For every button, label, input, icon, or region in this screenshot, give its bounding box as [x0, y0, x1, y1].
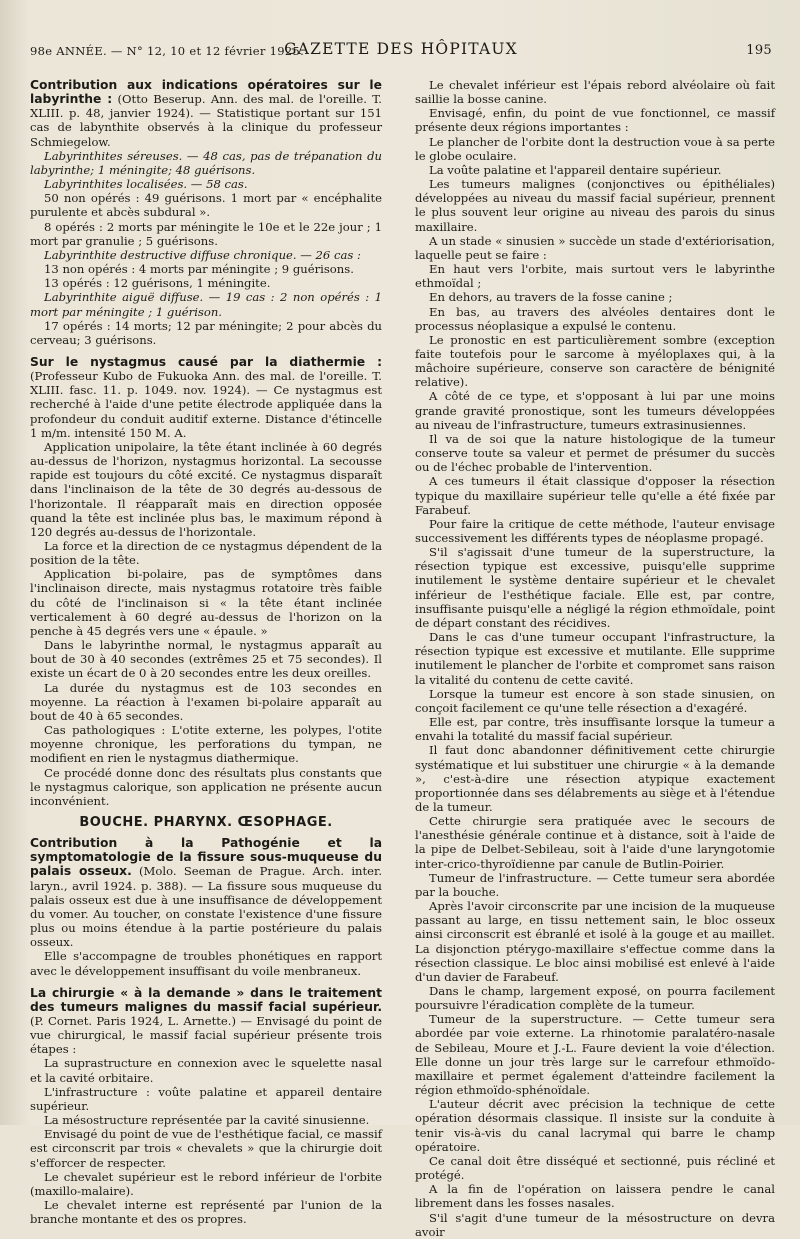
paragraph: L'auteur décrit avec précision la technique de cette opération désormais classique. Il insiste sur la conduite à tenir vis-à-vis du canal lacrymal qui barre le champ opératoire. [415, 1097, 775, 1154]
paragraph: L'infrastructure : voûte palatine et appareil dentaire supérieur. [30, 1084, 382, 1113]
paragraph: A la fin de l'opération on laissera pendre le canal librement dans les fosses nasales. [415, 1182, 775, 1211]
paragraph: Envisagé, enfin, du point de vue fonctionnel, ce massif présente deux régions importantes : [415, 106, 775, 135]
paragraph: Pour faire la critique de cette méthode, l'auteur envisage successivement les différents types de néoplasme propagé. [415, 516, 775, 545]
paragraph: Il va de soi que la nature histologique de la tumeur conserve toute sa valeur et permet de présumer du succès ou de l'échec probable de l'intervention. [415, 431, 775, 475]
paragraph: Labyrinthite destructive diffuse chronique. — 26 cas : [44, 247, 361, 262]
paragraph: 13 opérés : 12 guérisons, 1 méningite. [44, 276, 271, 291]
paragraph: Dans le labyrinthe normal, le nystagmus apparaît au bout de 30 à 40 secondes (extrêmes 25 et 75 secondes). Il existe un écart de 0 à 20 secondes entre les deux oreilles. [30, 638, 382, 681]
article-reference: (P. Cornet. Paris 1924, L. Arnette.) — Envisagé du point de vue chirurgical, le massif facial supérieur présente trois étapes : [30, 1014, 382, 1057]
paragraph: La force et la direction de ce nystagmus dépendent de la position de la tête. [30, 539, 382, 568]
paragraph: Le chevalet supérieur est le rebord inférieur de l'orbite (maxillo-malaire). [30, 1169, 382, 1198]
paragraph: Ce procédé donne donc des résultats plus constants que le nystagmus calorique, son application ne présente aucun inconvénient. [30, 765, 382, 808]
paragraph: La voûte palatine et l'appareil dentaire supérieur. [429, 162, 722, 177]
article-title: Contribution à la Pathogénie et la symptomatologie de la fissure sous-muqueuse du palais osseux. [30, 836, 382, 879]
paragraph: Le chevalet interne est représenté par l'union de la branche montante et des os propres. [30, 1198, 382, 1227]
paragraph: S'il s'agit d'une tumeur de la mésostructure on devra avoir [415, 1210, 775, 1239]
paragraph: Le pronostic en est particulièrement sombre (exception faite toutefois pour le sarcome à myéloplaxes qui, à la mâchoire supérieure, conserve son caractère de bénignité relative). [415, 332, 775, 390]
paragraph: S'il s'agissait d'une tumeur de la superstructure, la résection typique est excessive, puisqu'elle supprime inutilement le système dentaire supérieur et le chevalet inférieur de l'esthétique faciale. Elle est, par contre, insuffisante puisqu'elle a négligé la région ethmoïdale, point de départ constant des récidives. [415, 545, 775, 630]
paragraph: Tumeur de l'infrastructure. — Cette tumeur sera abordée par la bouche. [415, 870, 775, 899]
paragraph: 50 non opérés : 49 guérisons. 1 mort par « encéphalite purulente et abcès subdural ». [30, 191, 382, 220]
running-header [30, 38, 772, 64]
paragraph: La suprastructure en connexion avec le squelette nasal et la cavité orbitaire. [30, 1056, 382, 1085]
paragraph: Dans le champ, largement exposé, on pourra facilement poursuivre l'éradication complète de la tumeur. [415, 984, 775, 1013]
paragraph: Cas pathologiques : L'otite externe, les polypes, l'otite moyenne chronique, les perforations du tympan, ne modifient en rien le nystagmus diathermique. [30, 723, 382, 766]
paragraph: Lorsque la tumeur est encore à son stade sinusien, on conçoit facilement ce qu'une telle résection a d'exagéré. [415, 686, 775, 715]
left-column [30, 78, 382, 1227]
article-reference: (Molo. Seeman de Prague. Arch. inter. laryn., avril 1924. p. 388). — La fissure sous muqueuse du palais osseux est due à une insuffisance de développement du vomer. Au toucher, on constate l'existence d'une fissure plus ou moins étendue à la partie postérieure du palais osseux. [30, 864, 382, 950]
paragraph: Labyrinthites séreuses. — 48 cas, pas de trépanation du labyrinthe; 1 méningite; 48 guérisons. [30, 148, 382, 177]
paragraph: Application bi-polaire, pas de symptômes dans l'inclinaison directe, mais nystagmus rotatoire très faible du côté de l'inclinaison si « la tête étant inclinée verticalement à 60 degré au-dessus de l'horizon on la penche à 45 degrés vers une « épaule. » [30, 567, 382, 638]
paragraph: Elle s'accompagne de troubles phonétiques en rapport avec le développement insuffisant du voile menbraneux. [30, 949, 382, 978]
paragraph: Cette chirurgie sera pratiquée avec le secours de l'anesthésie générale continue et à distance, soit à l'aide de la pipe de Delbet-Sebileau, soit à l'aide d'une laryngotomie inter-crico-thyroïdienne par canule de Butlin-Poirier. [415, 814, 775, 871]
paragraph: A ces tumeurs il était classique d'opposer la résection typique du maxillaire supérieur telle qu'elle a été fixée par Farabeuf. [415, 474, 775, 517]
paragraph: A un stade « sinusien » succède un stade d'extériorisation, laquelle peut se faire : [415, 233, 775, 262]
paragraph: Labyrinthite aiguë diffuse. — 19 cas : 2 non opérés : 1 mort par méningite ; 1 guérison. [30, 290, 382, 319]
paragraph: Labyrinthites localisées. — 58 cas. [44, 177, 248, 192]
article-title: Sur le nystagmus causé par la diathermie : [30, 354, 382, 369]
paragraph: Application unipolaire, la tête étant inclinée à 60 degrés au-dessus de l'horizon, nystagmus horizontal. La secousse rapide est toujours du côté excité. Ce nystagmus disparaît dans l'inclinaison de la tête de 30 degrés au-dessous de l'horizontale. Il réapparaît mais en direction opposée quand la tête est inclinée plus bas, le maximum répond à 120 degrés au-dessus de l'horizontale. [30, 439, 382, 539]
paragraph: 8 opérés : 2 morts par méningite le 10e et le 22e jour ; 1 mort par granulie ; 5 guérisons. [30, 219, 382, 248]
paragraph: Tumeur de la superstructure. — Cette tumeur sera abordée par voie externe. La rhinotomie paralatéro-nasale de Sebileau, Moure et J.-L. Faure devient la voie d'élection. Elle donne un jour très large sur le carrefour ethmoïdo-maxillaire et permet également d'atteindre facilement la région ethmoïdo-sphénoïdale. [415, 1012, 775, 1098]
paragraph: Les tumeurs malignes (conjonctives ou épithéliales) développées au niveau du massif facial supérieur, prennent le plus souvent leur origine au niveau des parois du sinus maxillaire. [415, 177, 775, 234]
paragraph: En bas, au travers des alvéoles dentaires dont le processus néoplasique a expulsé le contenu. [415, 304, 775, 333]
article-reference: (Otto Beserup. Ann. des mal. de l'oreille. T. XLIII. p. 48, janvier 1924). — Statistique portant sur 151 cas de labynthite observés à la clinique du professeur Schmiegelow. [30, 92, 382, 149]
paragraph: 13 non opérés : 4 morts par méningite ; 9 guérisons. [44, 262, 354, 277]
header-journal-title: GAZETTE DES HÔPITAUX [284, 40, 518, 58]
paragraph: Elle est, par contre, très insuffisante lorsque la tumeur a envahi la totalité du massif facial supérieur. [415, 715, 775, 744]
paragraph: A côté de ce type, et s'opposant à lui par une moins grande gravité pronostique, sont les tumeurs développées au niveau de l'infrastructure, tumeurs extrasinusiennes. [415, 389, 775, 432]
paragraph: 17 opérés : 14 morts; 12 par méningite; 2 pour abcès du cerveau; 3 guérisons. [30, 318, 382, 347]
paragraph: La mésostructure représentée par la cavité sinusienne. [44, 1113, 370, 1128]
article-title: Contribution aux indications opératoires sur le labyrinthe : [30, 78, 382, 107]
section-heading: BOUCHE. PHARYNX. ŒSOPHAGE. [79, 814, 333, 830]
header-page-number: 195 [746, 43, 772, 58]
paragraph: Le plancher de l'orbite dont la destruction voue à sa perte le globe oculaire. [415, 134, 775, 163]
article-reference: (Professeur Kubo de Fukuoka Ann. des mal. de l'oreille. T. XLIII. fasc. 11. p. 1049. nov. 1924). — Ce nystagmus est recherché à l'aide d'une petite électrode appliquée dans la profondeur du conduit auditif externe. Distance d'étincelle 1 m/m. intensité 150 M. A. [30, 369, 382, 440]
paragraph: Dans le cas d'une tumeur occupant l'infrastructure, la résection typique est excessive et mutilante. Elle supprime inutilement le plancher de l'orbite et compromet sans raison la vitalité du contenu de cette cavité. [415, 630, 775, 687]
paragraph: En dehors, au travers de la fosse canine ; [429, 290, 673, 305]
article-title: La chirurgie « à la demande » dans le traitement des tumeurs malignes du massif facial supérieur. [30, 985, 382, 1014]
paragraph: Le chevalet inférieur est l'épais rebord alvéolaire où fait saillie la bosse canine. [415, 78, 775, 107]
paragraph: Après l'avoir circonscrite par une incision de la muqueuse passant au large, en tissu nettement sain, le bloc osseux ainsi circonscrit est ébranlé et isolé à la gouge et au maillet. La disjonction ptérygo-maxillaire s'effectue comme dans la résection classique. Le bloc ainsi mobilisé est enlevé à l'aide d'un davier de Farabeuf. [415, 899, 775, 984]
right-column [415, 78, 775, 1239]
header-issue: 98e ANNÉE. — N° 12, 10 et 12 février 1925. [30, 44, 305, 58]
paragraph: Envisagé du point de vue de l'esthétique facial, ce massif est circonscrit par trois « chevalets » que la chirurgie doit s'efforcer de respecter. [30, 1127, 382, 1170]
paragraph: En haut vers l'orbite, mais surtout vers le labyrinthe ethmoïdal ; [415, 262, 775, 291]
paragraph: Ce canal doit être disséqué et sectionné, puis récliné et protégé. [415, 1153, 775, 1183]
paragraph: La durée du nystagmus est de 103 secondes en moyenne. La réaction à l'examen bi-polaire apparaît au bout de 40 à 65 secondes. [30, 680, 382, 723]
paragraph: Il faut donc abandonner définitivement cette chirurgie systématique et lui substituer une chirurgie « à la demande », c'est-à-dire une résection atypique exactement proportionnée dans ses délabrements au siège et à l'étendue de la tumeur. [415, 743, 775, 814]
